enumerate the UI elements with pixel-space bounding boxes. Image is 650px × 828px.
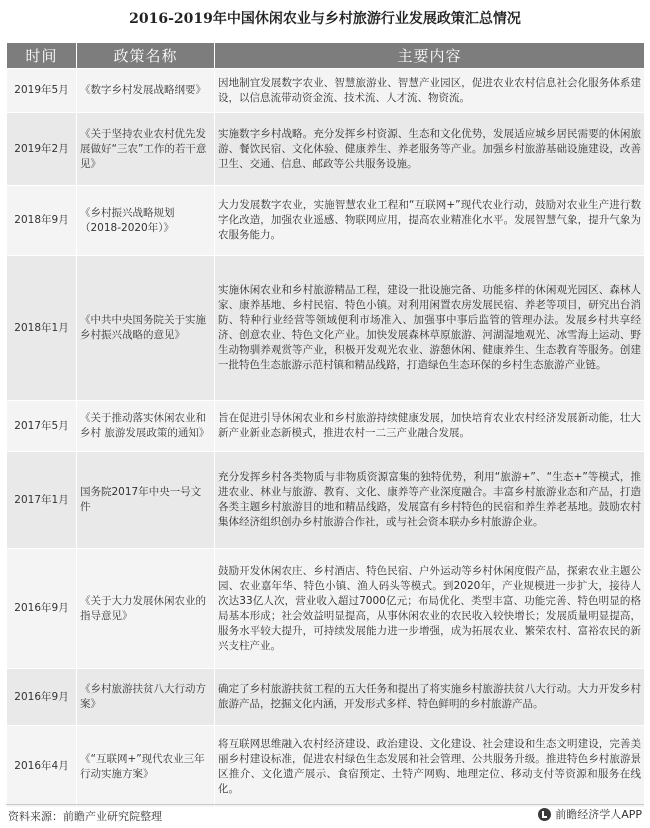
- row-policy-name: 《“互联网+”现代农业三年行动实施方案》: [77, 726, 215, 808]
- page-title: 2016-2019年中国休闲农业与乡村旅游行业发展政策汇总情况: [129, 11, 521, 27]
- row-time: 2017年1月: [7, 452, 77, 549]
- row-content: 充分发挥乡村各类物质与非物质资源富集的独特优势，利用“旅游+”、“生态+”等模式，推进农业、林业与旅游、教育、文化、康养等产业深度融合。丰富乡村旅游业态和产品，打造各类主题乡村旅游目的地和精品线路，发展富有乡村特色的民宿和养生养老基地。鼓励农村集体经济组织创办乡村旅游合作社，或与社会资本联办乡村旅游企业。: [215, 452, 645, 549]
- table-row: [7, 452, 645, 549]
- row-content: 实施数字乡村战略。充分发挥乡村资源、生态和文化优势，发展适应城乡居民需要的休闲旅游、餐饮民宿、文化体验、健康养生、养老服务等产业。加强乡村旅游基础设施建设，改善卫生、交通、信息、邮政等公共服务设施。: [215, 113, 645, 186]
- table-row: [7, 401, 645, 452]
- table-row: [7, 113, 645, 186]
- row-content: 大力发展数字农业，实施智慧农业工程和“互联网+”现代农业行动，鼓励对农业生产进行数字化改造，加强农业遥感、物联网应用，提高农业精准化水平。发展智慧气象，提升气象为农服务能力。: [215, 186, 645, 256]
- header-time: 时间: [7, 43, 77, 69]
- row-time: 2016年4月: [7, 726, 77, 808]
- table-row: [7, 256, 645, 401]
- row-content: 因地制宜发展数字农业、智慧旅游业、智慧产业园区，促进农业农村信息社会化服务体系建设，以信息流带动资金流、技术流、人才流、物资流。: [215, 69, 645, 113]
- row-content: 将互联网思维融入农村经济建设、政治建设、文化建设、社会建设和生态文明建设，完善美丽乡村建设标准，促进农村绿色生态发展和社会管理、公共服务升级。推进特色乡村旅游景区推介、文化遗产展示、食宿预定、土特产网购、地理定位、移动支付等资源和服务在线化。: [215, 726, 645, 808]
- footer-divider: [6, 804, 644, 805]
- row-content: 确定了乡村旅游扶贫工程的五大任务和提出了将实施乡村旅游扶贫八大行动。大力开发乡村旅游产品，挖掘文化内涵，开发形式多样、特色鲜明的乡村旅游产品。: [215, 669, 645, 726]
- brand-badge: [538, 806, 642, 822]
- table-row: [7, 186, 645, 256]
- row-policy-name: 《乡村振兴战略规划（2018-2020年）》: [77, 186, 215, 256]
- row-time: 2019年5月: [7, 69, 77, 113]
- policy-table: [6, 42, 645, 808]
- table-row: [7, 69, 645, 113]
- source-note: 资料来源：前瞻产业研究院整理: [8, 810, 162, 823]
- table-row: [7, 549, 645, 669]
- row-policy-name: 国务院2017年中央一号文件: [77, 452, 215, 549]
- brand-name: 前瞻经济学人APP: [555, 808, 642, 821]
- row-time: 2019年2月: [7, 113, 77, 186]
- row-policy-name: 《关于推动落实休闲农业和乡村 旅游发展政策的通知》: [77, 401, 215, 452]
- row-policy-name: 《关于坚持农业农村优先发展做好“三农”工作的若干意见》: [77, 113, 215, 186]
- header-main-content: 主要内容: [215, 43, 645, 69]
- table-row: [7, 726, 645, 808]
- table-header-row: [7, 43, 645, 69]
- row-policy-name: 《数字乡村发展战略纲要》: [77, 69, 215, 113]
- brand-logo-icon: [538, 808, 551, 821]
- row-time: 2018年1月: [7, 256, 77, 401]
- header-policy-name: 政策名称: [77, 43, 215, 69]
- row-time: 2016年9月: [7, 669, 77, 726]
- row-content: 鼓励开发休闲农庄、乡村酒店、特色民宿、户外运动等乡村休闲度假产品，探索农业主题公园、农业嘉年华、特色小镇、渔人码头等模式。到2020年，产业规模进一步扩大，接待人次达33亿人次，营业收入超过7000亿元；布局优化、类型丰富、功能完善、特色明显的格局基本形成；社会效益明显提高，从事休闲农业的农民收入较快增长；发展质量明显提高，服务水平较大提升，可持续发展能力进一步增强，成为拓展农业、繁荣农村、富裕农民的新兴支柱产业。: [215, 549, 645, 669]
- row-content: 实施休闲农业和乡村旅游精品工程，建设一批设施完备、功能多样的休闲观光园区、森林人家、康养基地、乡村民宿、特色小镇。对利用闲置农房发展民宿、养老等项目，研究出台消防、特种行业经营等领域便利市场准入、加强事中事后监管的管理办法。发展乡村共享经济、创意农业、特色文化产业。加快发展森林草原旅游、河湖湿地观光、冰雪海上运动、野生动物驯养观赏等产业，积极开发观光农业、游憩休闲、健康养生、生态教育等服务。创建一批特色生态旅游示范村镇和精品线路，打造绿色生态环保的乡村生态旅游产业链。: [215, 256, 645, 401]
- row-content: 旨在促进引导休闲农业和乡村旅游持续健康发展，加快培育农业农村经济发展新动能，壮大新产业新业态新模式，推进农村一二三产业融合发展。: [215, 401, 645, 452]
- row-time: 2018年9月: [7, 186, 77, 256]
- row-policy-name: 《关于大力发展休闲农业的指导意见》: [77, 549, 215, 669]
- row-policy-name: 《乡村旅游扶贫八大行动方案》: [77, 669, 215, 726]
- row-time: 2017年5月: [7, 401, 77, 452]
- row-policy-name: 《中共中央国务院关于实施乡村振兴战略的意见》: [77, 256, 215, 401]
- row-time: 2016年9月: [7, 549, 77, 669]
- table-row: [7, 669, 645, 726]
